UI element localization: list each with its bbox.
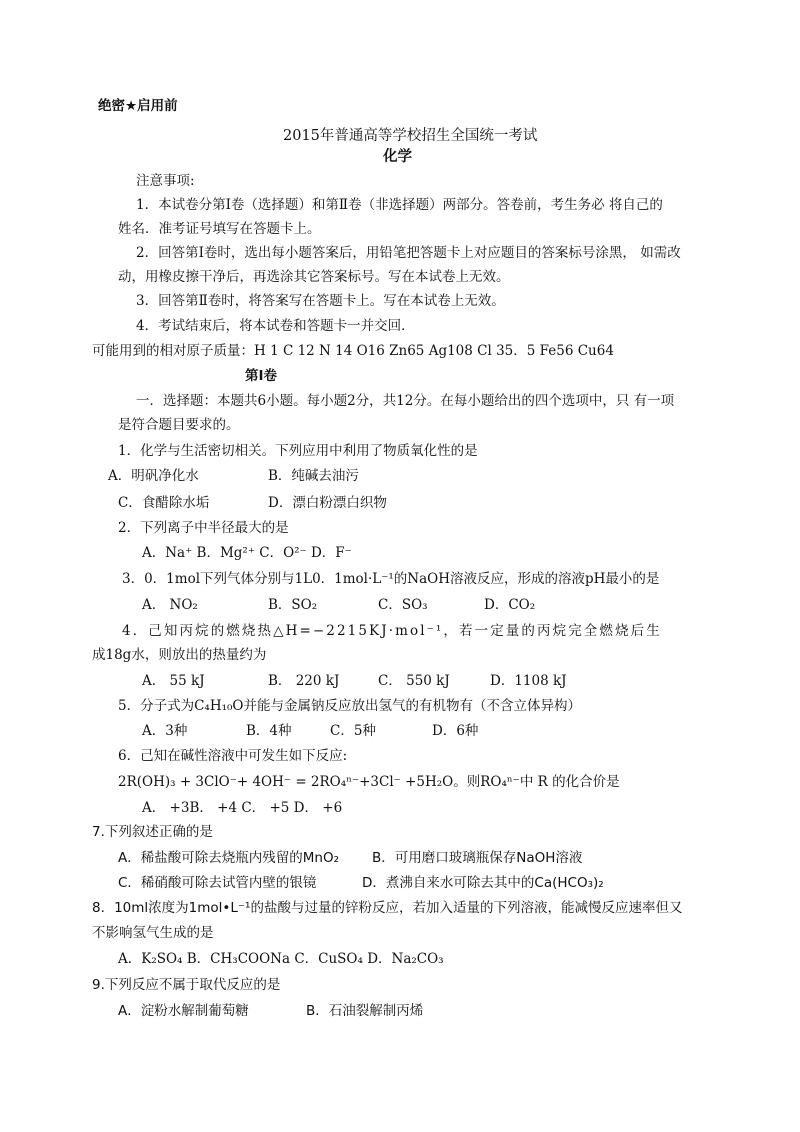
notice-heading: 注意事项: [136,173,195,189]
q1-option-a: A．明矾净化水 [108,468,199,484]
section-1-title: 第Ⅰ卷 [245,368,278,384]
q4-stem-line-2: 成18g水，则放出的热量约为 [92,647,267,663]
notice-item-2-line-2: 动，用橡皮擦干净后，再选涂其它答案标号。写在本试卷上无效。 [118,269,510,285]
q2-options: A．Na⁺ B．Mg²⁺ C．O²⁻ D．F⁻ [142,545,352,561]
q6-options: A． +3B． +4 C． +5 D． +6 [142,800,343,816]
q9-option-a: A．淀粉水解制葡萄糖 [118,1003,249,1019]
q3-stem: 3．0．1mol下列气体分别与1L0．1mol·L⁻¹的NaOH溶液反应，形成的溶液pH最小的是 [122,571,660,587]
q8-options: A．K₂SO₄ B．CH₃COONa C．CuSO₄ D．Na₂CO₃ [118,951,444,967]
notice-item-2-line-1: 2．回答第Ⅰ卷时，选出每小题答案后，用铅笔把答题卡上对应题目的答案标号涂黑， 如需改 [136,245,681,261]
q4-option-b: B． 220 kJ [268,673,340,689]
q3-option-d: D．CO₂ [484,597,536,613]
secret-label: 绝密★启用前 [98,98,178,114]
q4-option-c: C． 550 kJ [378,673,450,689]
q2-stem: 2．下列离子中半径最大的是 [118,520,289,536]
section-1-intro-line-1: 一．选择题：本题共6小题。每小题2分，共12分。在每小题给出的四个选项中，只 有一项 [136,393,675,409]
q9-stem: 9.下列反应不属于取代反应的是 [92,977,281,993]
atomic-masses: 可能用到的相对原子质量：H 1 C 12 N 14 O16 Zn65 Ag108 Cl 35．5 Fe56 Cu64 [92,343,614,359]
q9-option-b: B．石油裂解制丙烯 [306,1003,424,1019]
q4-option-a: A． 55 kJ [142,673,205,689]
q7-stem: 7.下列叙述正确的是 [92,824,213,840]
section-1-intro-line-2: 是符合题目要求的。 [118,417,240,433]
q1-option-c: C．食醋除水垢 [118,495,210,511]
q6-equation: 2R(OH)₃ + 3ClO⁻+ 4OH⁻ = 2RO₄ⁿ⁻+3Cl⁻ +5H₂O。则RO₄ⁿ⁻中 R 的化合价是 [118,774,620,790]
notice-item-3: 3．回答第Ⅱ卷时，将答案写在答题卡上。写在本试卷上无效。 [136,293,505,309]
subject-title: 化学 [383,149,412,165]
q5-option-d: D．6种 [432,723,479,739]
q3-option-a: A． NO₂ [142,597,198,613]
notice-item-1-line-2: 姓名．准考证号填写在答题卡上。 [118,221,321,237]
q7-option-a: A．稀盐酸可除去烧瓶内残留的MnO₂ [118,850,339,866]
q1-option-d: D．漂白粉漂白织物 [268,495,387,511]
q5-option-c: C．5种 [330,723,376,739]
q1-stem: 1．化学与生活密切相关。下列应用中利用了物质氧化性的是 [118,443,478,459]
q7-option-c: C．稀硝酸可除去试管内壁的银镜 [118,875,317,891]
q5-stem: 5．分子式为C₄H₁₀O并能与金属钠反应放出氢气的有机物有（不含立体异构） [118,698,581,714]
q4-option-d: D．1108 kJ [490,673,567,689]
q8-stem-line-1: 8．10ml浓度为1mol•L⁻¹的盐酸与过量的锌粉反应，若加入适量的下列溶液，能减慢反应速率但又 [92,900,683,916]
q5-option-b: B．4种 [246,723,292,739]
q3-option-b: B．SO₂ [268,597,318,613]
q1-option-b: B．纯碱去油污 [268,468,359,484]
q6-stem: 6．己知在碱性溶液中可发生如下反应: [118,748,348,764]
notice-item-4: 4．考试结束后，将本试卷和答题卡一并交回． [136,318,415,334]
q7-option-b: B．可用磨口玻璃瓶保存NaOH溶液 [372,850,583,866]
q3-option-c: C．SO₃ [378,597,428,613]
q8-stem-line-2: 不影响氢气生成的是 [92,925,214,941]
notice-item-1-line-1: 1．本试卷分第Ⅰ卷（选择题）和第Ⅱ卷（非选择题）两部分。答卷前，考生务必 将自己的 [136,197,663,213]
q4-stem-line-1: 4．己知丙烷的燃烧热△H=−2215KJ·mol⁻¹，若一定量的丙烷完全燃烧后生 [122,623,662,639]
q5-option-a: A．3种 [142,723,188,739]
q7-option-d: D．煮沸自来水可除去其中的Ca(HCO₃)₂ [362,875,604,891]
exam-title: 2015年普通高等学校招生全国统一考试 [283,128,538,144]
